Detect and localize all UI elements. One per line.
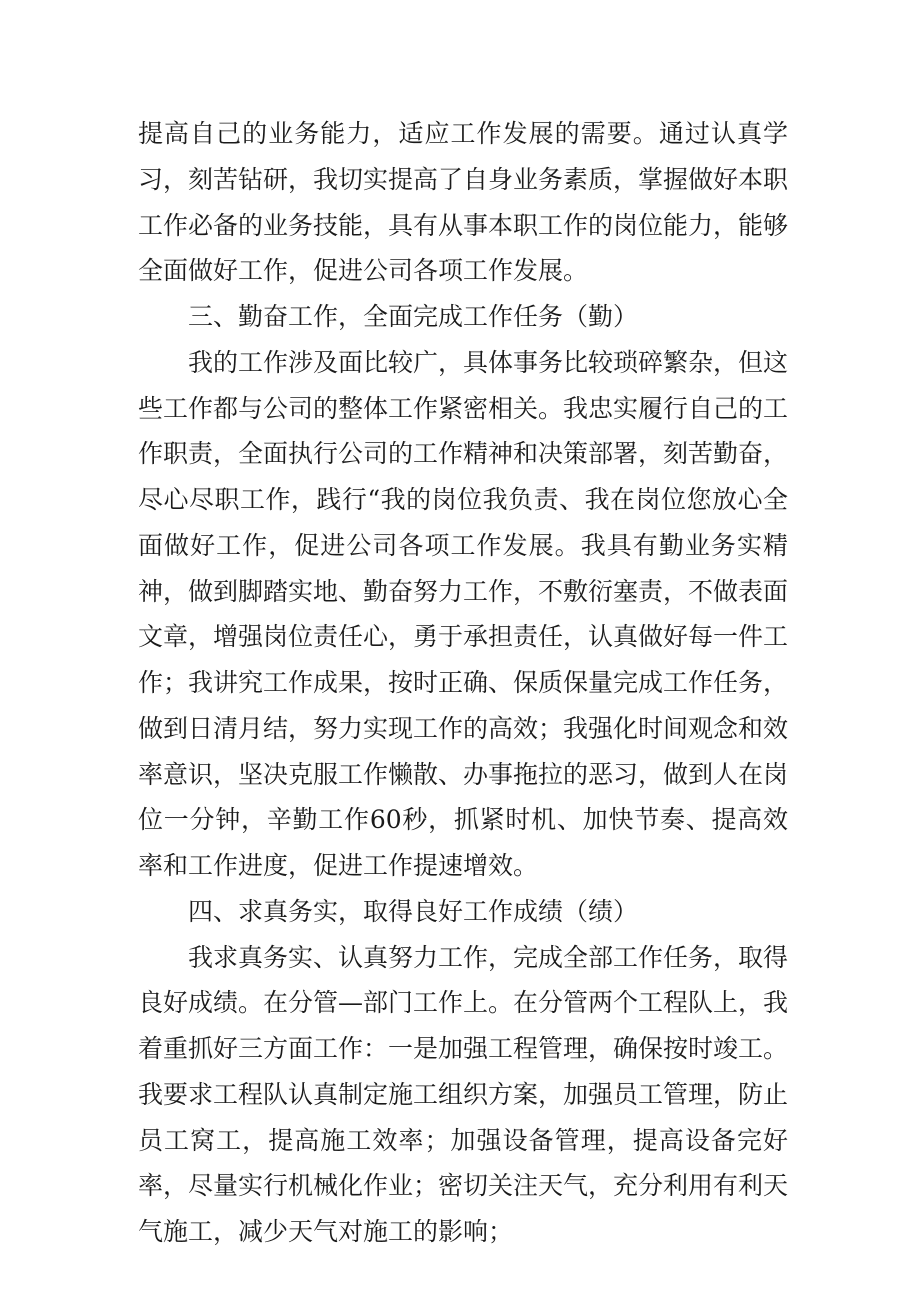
body-paragraph-3: 我求真务实、认真努力工作，完成全部工作任务，取得良好成绩。在分管—部门工作上。在分管两个工程队上，我着重抓好三方面工作：一是加强工程管理，确保按时竣工。我要求工程队认真制定施工组织方案，加强员工管理，防止员工窝工，提高施工效率；加强设备管理，提高设备完好率，尽量实行机械化作业；密切关注天气，充分利用有利天气施工，减少天气对施工的影响； [138,942,789,1246]
document-body [138,111,788,1255]
section-heading-3: 三、勤奋工作，全面完成工作任务（勤） [188,302,639,331]
body-paragraph-1: 提高自己的业务能力，适应工作发展的需要。通过认真学习，刻苦钻研，我切实提高了自身业务素质，掌握做好本职工作必备的业务技能，具有从事本职工作的岗位能力，能够全面做好工作，促进公司各项工作发展。 [138,119,789,286]
body-paragraph-2: 我的工作涉及面比较广，具体事务比较琐碎繁杂，但这些工作都与公司的整体工作紧密相关。我忠实履行自己的工作职责，全面执行公司的工作精神和决策部署，刻苦勤奋，尽心尽职工作，践行“我的岗位我负责、我在岗位您放心全面做好工作，促进公司各项工作发展。我具有勤业务实精神，做到脚踏实地、勤奋努力工作，不敷衍塞责，不做表面文章，增强岗位责任心，勇于承担责任，认真做好每一件工作；我讲究工作成果，按时正确、保质保量完成工作任务，做到日清月结，努力实现工作的高效；我强化时间观念和效率意识，坚决克服工作懒散、办事拖拉的恶习，做到人在岗位一分钟，辛勤工作60秒，抓紧时机、加快节奏、提高效率和工作进度，促进工作提速增效。 [138,347,789,880]
section-heading-4: 四、求真务实，取得良好工作成绩（绩） [188,896,639,926]
